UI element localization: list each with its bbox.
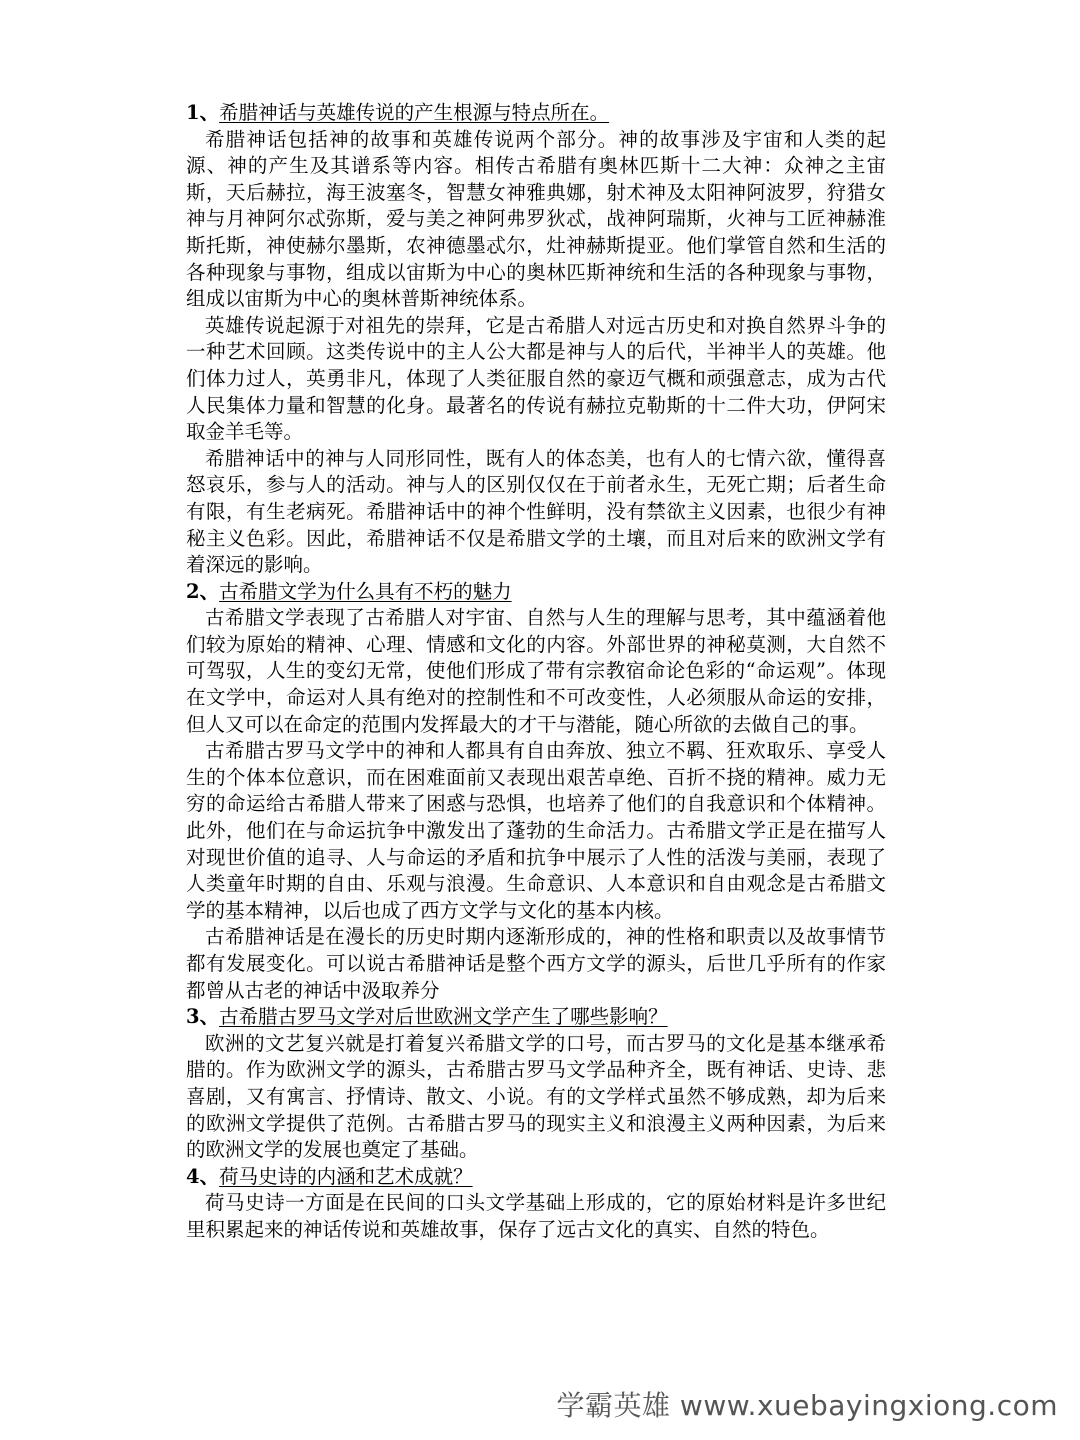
section-heading: [186, 100, 886, 127]
paragraph: 古希腊神话是在漫长的历史时期内逐渐形成的，神的性格和职责以及故事情节都有发展变化。可以说古希腊神话是整个西方文学的源头，后世几乎所有的作家都曾从古老的神话中汲取养分: [186, 925, 886, 1002]
section-title: 古希腊文学为什么具有不朽的魅力: [219, 579, 512, 603]
paragraph: 欧洲的文艺复兴就是打着复兴希腊文学的口号，而古罗马的文化是基本继承希腊的。作为欧洲文学的源头，古希腊古罗马文学品种齐全，既有神话、史诗、悲喜剧，又有寓言、抒情诗、散文、小说。有的文学样式虽然不够成熟，却为后来的欧洲文学提供了范例。古希腊古罗马的现实主义和浪漫主义两种因素，为后来的欧洲文学的发展也奠定了基础。: [186, 1031, 886, 1162]
paragraph: 英雄传说起源于对祖先的崇拜，它是古希腊人对远古历史和对换自然界斗争的一种艺术回顾。这类传说中的主人公大都是神与人的后代，半神半人的英雄。他们体力过人，英勇非凡，体现了人类征服自然的豪迈气概和顽强意志，成为古代人民集体力量和智慧的化身。最著名的传说有赫拉克勒斯的十二件大功，伊阿宋取金羊毛等。: [186, 313, 886, 444]
paragraph: 古希腊古罗马文学中的神和人都具有自由奔放、独立不羁、狂欢取乐、享受人生的个体本位意识，而在困难面前又表现出艰苦卓绝、百折不挠的精神。威力无穷的命运给古希腊人带来了困惑与恐惧，也培养了他们的自我意识和个体精神。此外，他们在与命运抗争中激发出了蓬勃的生命活力。古希腊文学正是在描写人对现世价值的追寻、人与命运的矛盾和抗争中展示了人性的活泼与美丽，表现了人类童年时期的自由、乐观与浪漫。生命意识、人本意识和自由观念是古希腊文学的基本精神，以后也成了西方文学与文化的基本内核。: [186, 739, 886, 922]
site-watermark: 学霸英雄 www.xuebayingxiong.com: [556, 1389, 1058, 1422]
paragraph: 荷马史诗一方面是在民间的口头文学基础上形成的，它的原始材料是许多世纪里积累起来的神话传说和英雄故事，保存了远古文化的真实、自然的特色。: [186, 1191, 886, 1241]
section-number: 2、: [186, 579, 220, 603]
section-number: 1、: [186, 101, 220, 124]
section-title: 荷马史诗的内涵和艺术成就？: [219, 1164, 473, 1188]
section-number: 4、: [186, 1164, 220, 1188]
section-2: [186, 579, 886, 1005]
section-3: [186, 1004, 886, 1164]
section-4: [186, 1164, 886, 1244]
document-body: [186, 100, 886, 1244]
section-1: [186, 100, 886, 579]
section-heading: [186, 579, 886, 606]
section-title: 古希腊古罗马文学对后世欧洲文学产生了哪些影响？: [219, 1005, 668, 1029]
paragraph: 古希腊文学表现了古希腊人对宇宙、自然与人生的理解与思考，其中蕴涵着他们较为原始的精神、心理、情感和文化的内容。外部世界的神秘莫测，大自然不可驾驭，人生的变幻无常，使他们形成了带有宗教宿命论色彩的“命运观”。体现在文学中，命运对人具有绝对的控制性和不可改变性，人必须服从命运的安排，但人又可以在命定的范围内发挥最大的才干与潜能，随心所欲的去做自己的事。: [186, 606, 886, 736]
section-heading: [186, 1004, 886, 1031]
section-title: 希腊神话与英雄传说的产生根源与特点所在。: [219, 101, 610, 124]
section-heading: [186, 1164, 886, 1191]
paragraph: 希腊神话包括神的故事和英雄传说两个部分。神的故事涉及宇宙和人类的起源、神的产生及其谱系等内容。相传古希腊有奥林匹斯十二大神：众神之主宙斯，天后赫拉，海王波塞冬，智慧女神雅典娜，射术神及太阳神阿波罗，狩猎女神与月神阿尔忒弥斯，爱与美之神阿弗罗狄忒，战神阿瑞斯，火神与工匠神赫淮斯托斯，神使赫尔墨斯，农神德墨忒尔，灶神赫斯提亚。他们掌管自然和生活的各种现象与事物，组成以宙斯为中心的奥林匹斯神统和生活的各种现象与事物，组成以宙斯为中心的奥林普斯神统体系。: [186, 127, 886, 311]
paragraph: 希腊神话中的神与人同形同性，既有人的体态美，也有人的七情六欲，懂得喜怒哀乐，参与人的活动。神与人的区别仅仅在于前者永生，无死亡期；后者生命有限，有生老病死。希腊神话中的神个性鲜明，没有禁欲主义因素，也很少有神秘主义色彩。因此，希腊神话不仅是希腊文学的土壤，而且对后来的欧洲文学有着深远的影响。: [186, 446, 886, 577]
section-number: 3、: [186, 1005, 220, 1029]
